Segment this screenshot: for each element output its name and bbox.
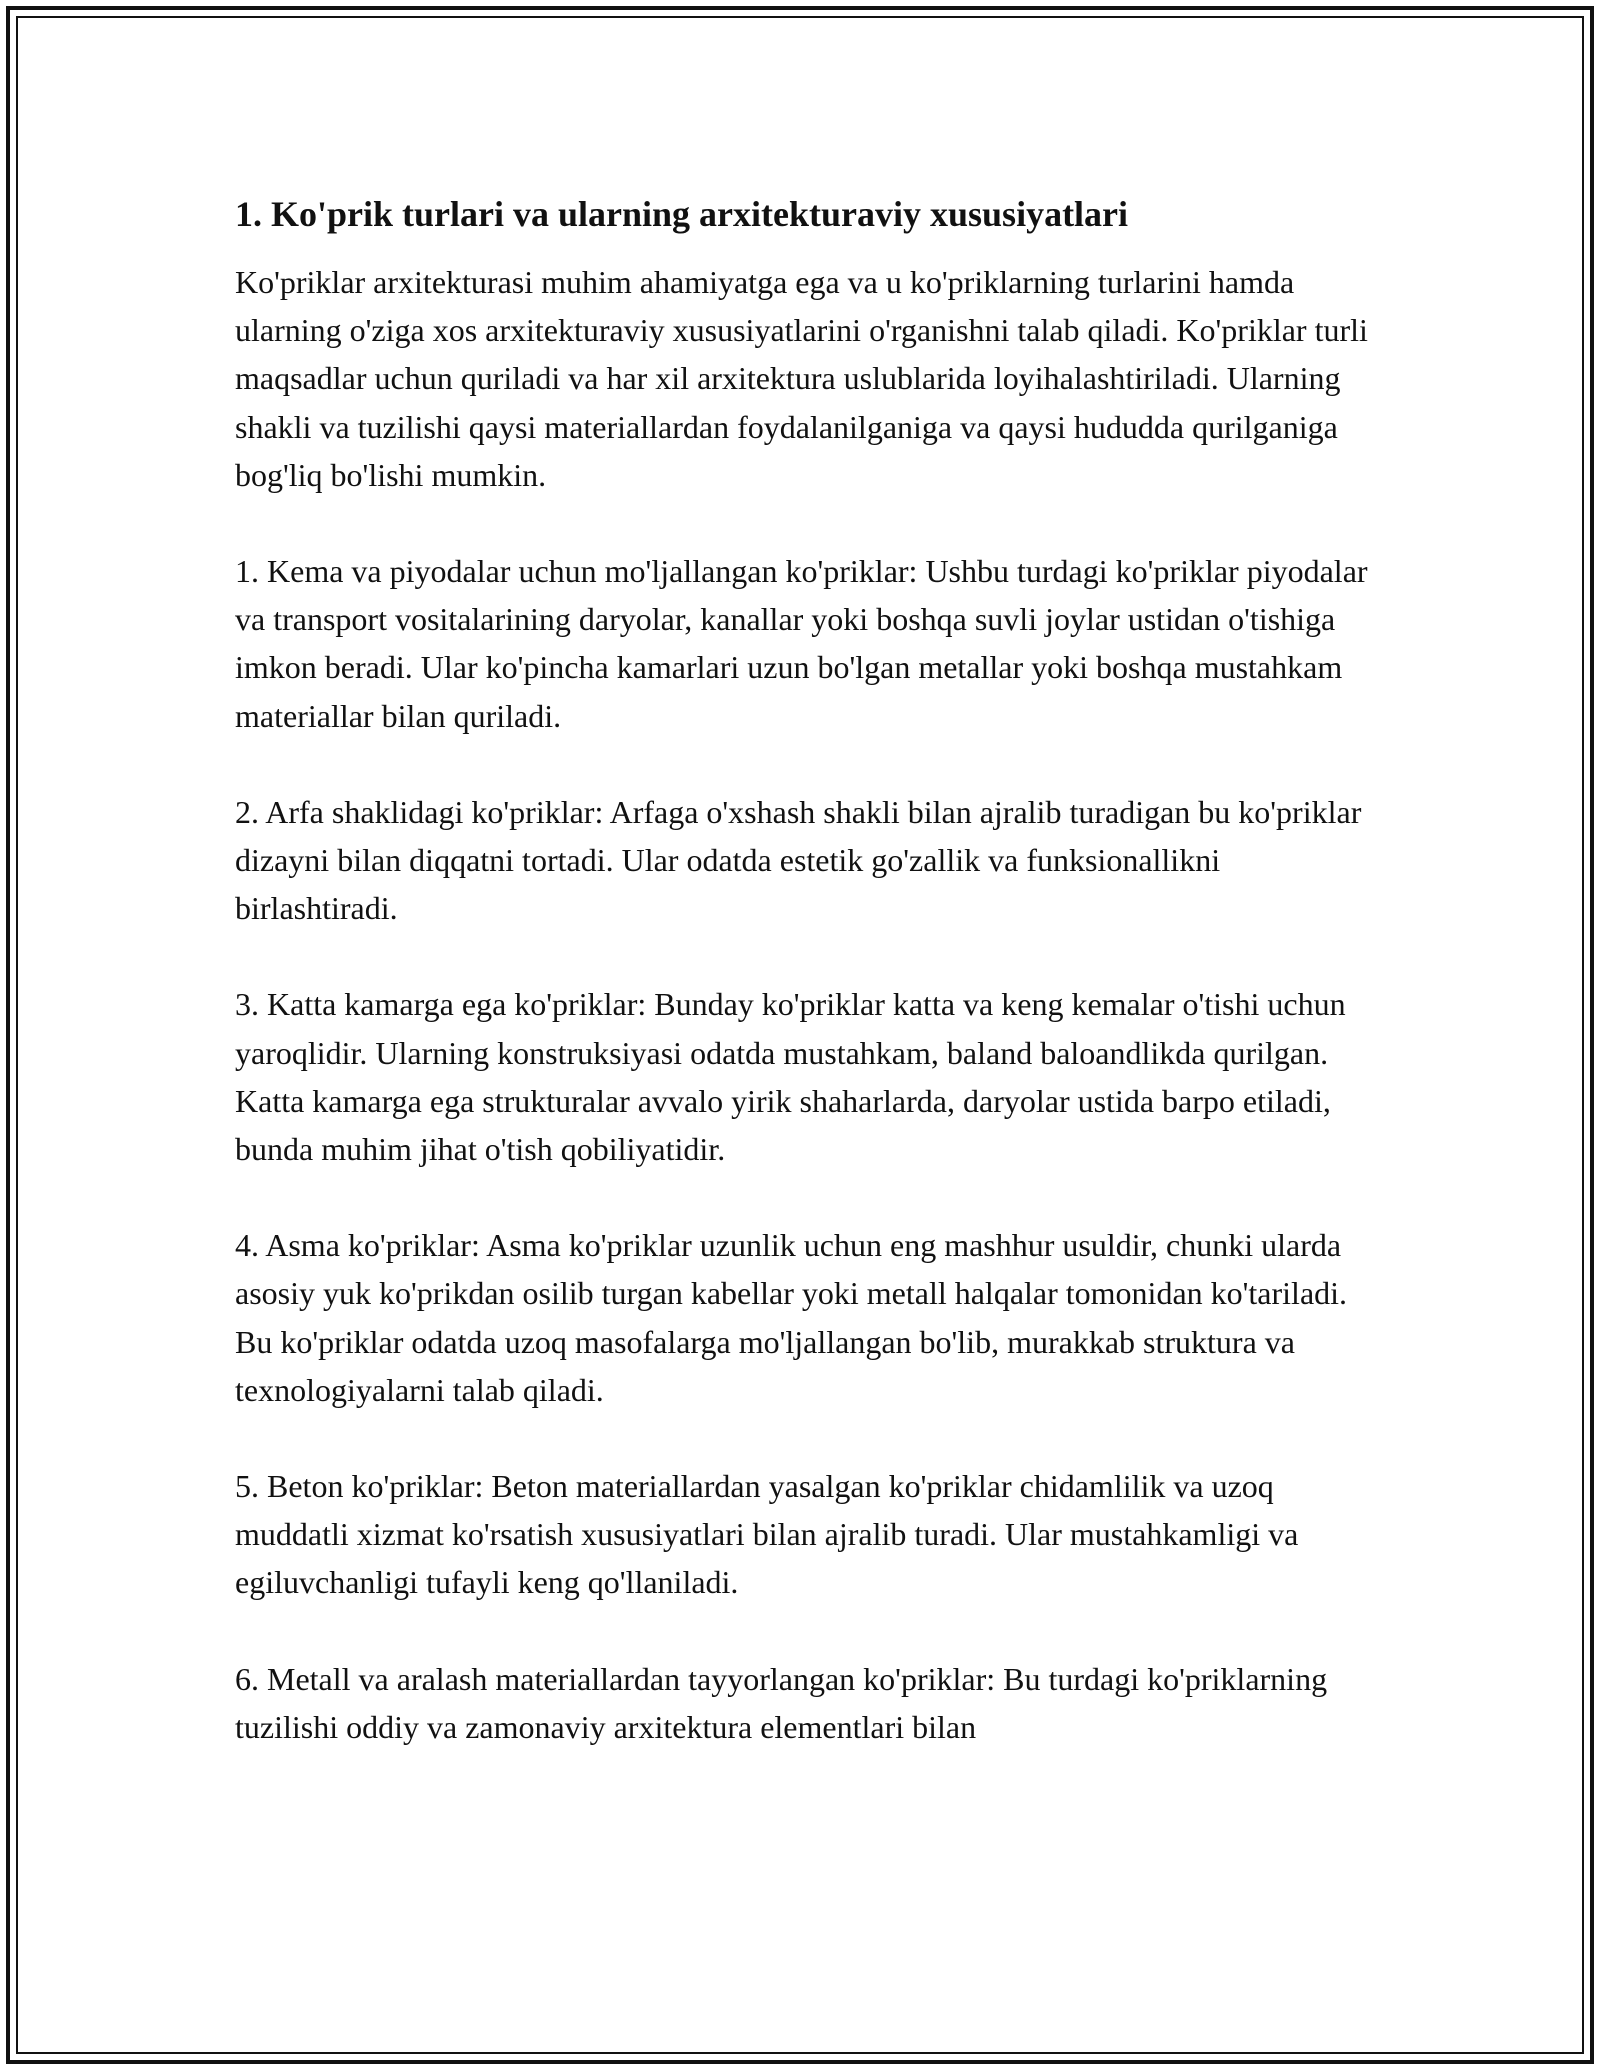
- list-item-6: 6. Metall va aralash materiallardan tayyorlangan ko'priklar: Bu turdagi ko'priklarning tuzilishi oddiy va zamonaviy arxitektura elementlari bilan: [235, 1660, 1328, 1745]
- list-item-5: 5. Beton ko'priklar: Beton materiallardan yasalgan ko'priklar chidamlilik va uzoq muddatli xizmat ko'rsatish xususiyatlari bilan ajralib turadi. Ular mustahkamligi va egiluvchanligi tufayli keng qo'llaniladi.: [235, 1468, 1299, 1601]
- list-item-2: 2. Arfa shaklidagi ko'priklar: Arfaga o'xshash shakli bilan ajralib turadigan bu ko'priklar dizayni bilan diqqatni tortadi. Ular odatda estetik go'zallik va funksionallikni birlashtiradi.: [235, 793, 1362, 927]
- section-title: 1. Ko'prik turlari va ularning arxitekturaviy xususiyatlari: [235, 194, 1129, 234]
- list-item-3: 3. Katta kamarga ega ko'priklar: Bunday ko'priklar katta va keng kemalar o'tishi uchun yaroqlidir. Ularning konstruksiyasi odatda mustahkam, baland baloandlikda qurilgan. Katta kamarga ega strukturalar avvalo yirik shaharlarda, daryolar ustida barpo etiladi, bunda muhim jihat o'tish qobiliyatidir.: [235, 986, 1346, 1168]
- list-item-4: 4. Asma ko'priklar: Asma ko'priklar uzunlik uchun eng mashhur usuldir, chunki ularda asosiy yuk ko'prikdan osilib turgan kabellar yoki metall halqalar tomonidan ko'tariladi. Bu ko'priklar odatda uzoq masofalarga mo'ljallangan bo'lib, murakkab struktura va texnologiyalarni talab qiladi.: [235, 1227, 1348, 1408]
- document-body: [235, 190, 1385, 1799]
- intro-paragraph: Ko'priklar arxitekturasi muhim ahamiyatga ega va u ko'priklarning turlarini hamda ularning o'ziga xos arxitekturaviy xususiyatlarini o'rganishni talab qiladi. Ko'priklar turli maqsadlar uchun quriladi va har xil arxitektura uslublarida loyihalashtiriladi. Ularning shakli va tuzilishi qaysi materiallardan foydalanilganiga va qaysi hududda qurilganiga bog'liq bo'lishi mumkin.: [235, 264, 1368, 493]
- list-item-1: 1. Kema va piyodalar uchun mo'ljallangan ko'priklar: Ushbu turdagi ko'priklar piyodalar va transport vositalarining daryolar, kanallar yoki boshqa suvli joylar ustidan o'tishiga imkon beradi. Ular ko'pincha kamarlari uzun bo'lgan metallar yoki boshqa mustahkam materiallar bilan quriladi.: [235, 553, 1368, 734]
